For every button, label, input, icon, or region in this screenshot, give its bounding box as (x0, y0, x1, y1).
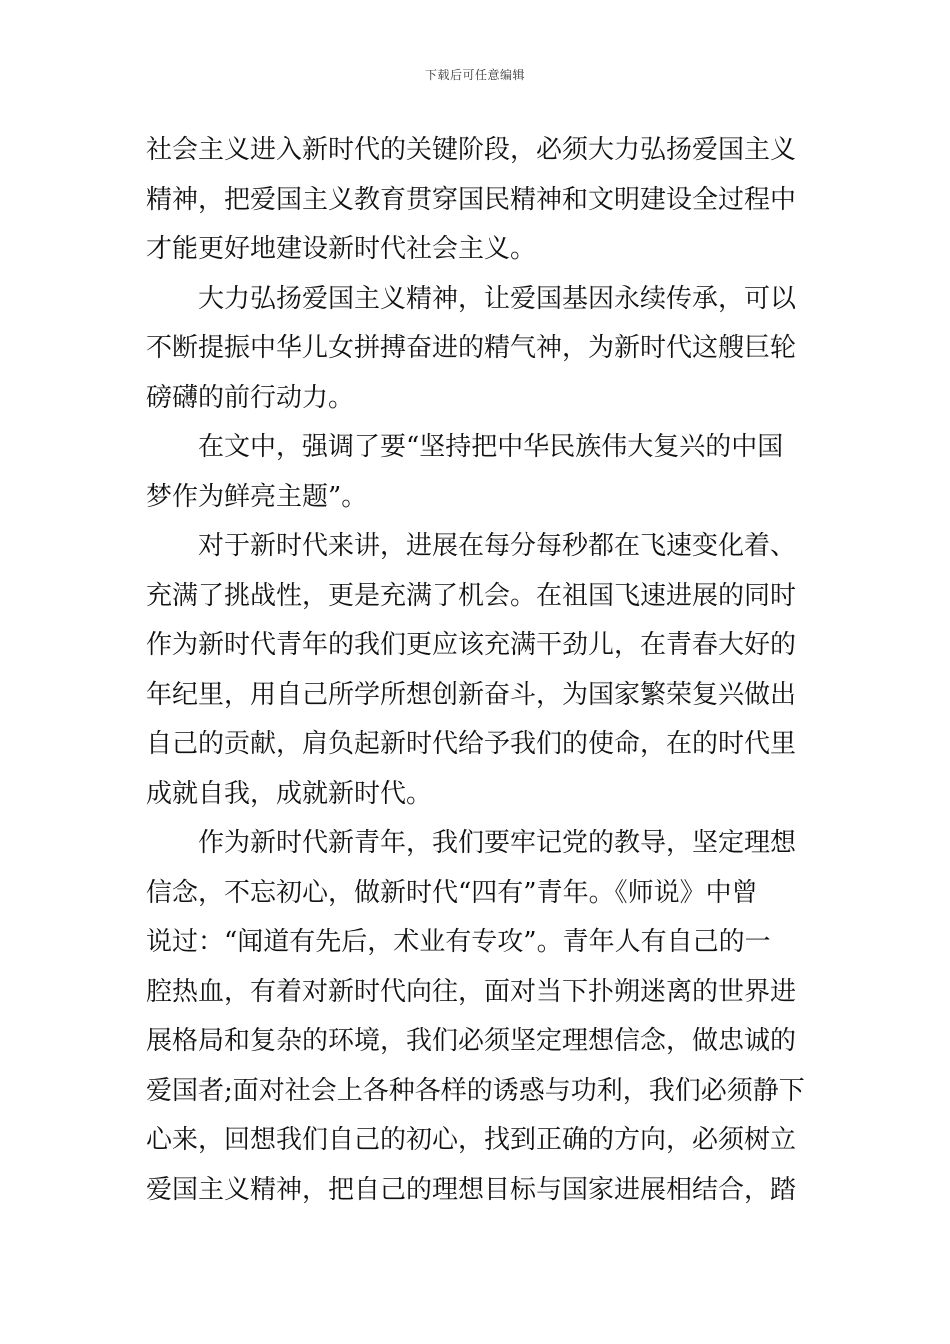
text-line: 充满了挑战性，更是充满了机会。在祖国飞速进展的同时 (146, 580, 797, 611)
paragraph-1 (146, 126, 806, 275)
paragraph-4 (146, 522, 806, 819)
text-line: 说过：“闻道有先后，术业有专攻”。青年人有自己的一 (146, 927, 771, 957)
text-line: 爱国者;面对社会上各种各样的诱惑与功利，我们必须静下 (146, 1075, 805, 1106)
text-line: 腔热血，有着对新时代向往，面对当下扑朔迷离的世界进 (146, 976, 797, 1007)
text-line: 自己的贡献，肩负起新时代给予我们的使命，在的时代里 (146, 729, 797, 759)
text-line: 磅礴的前行动力。 (146, 382, 355, 413)
text-line: 作为新时代新青年，我们要牢记党的教导，坚定理想 (198, 828, 797, 858)
text-line: 爱国主义精神，把自己的理想目标与国家进展相结合，踏 (146, 1174, 797, 1205)
paragraph-3 (146, 423, 806, 522)
text-line: 展格局和复杂的环境，我们必须坚定理想信念，做忠诚的 (146, 1026, 797, 1056)
text-line: 成就自我，成就新时代。 (146, 778, 433, 809)
text-line: 社会主义进入新时代的关键阶段，必须大力弘扬爱国主义 (146, 135, 797, 165)
text-line: 精神，把爱国主义教育贯穿国民精神和文明建设全过程中 (146, 184, 797, 215)
text-line: 不断提振中华儿女拼搏奋进的精气神，为新时代这艘巨轮 (146, 333, 797, 363)
text-line: 年纪里，用自己所学所想创新奋斗，为国家繁荣复兴做出 (146, 679, 797, 710)
text-line: 才能更好地建设新时代社会主义。 (146, 234, 537, 264)
text-line: 梦作为鲜亮主题”。 (146, 481, 368, 512)
text-line: 对于新时代来讲，进展在每分每秒都在飞速变化着、 (198, 531, 797, 561)
text-line: 在文中，强调了要“坚持把中华民族伟大复兴的中国 (198, 432, 784, 462)
text-line: 信念，不忘初心，做新时代“四有”青年。《师说》中曾 (146, 877, 758, 908)
text-line: 心来，回想我们自己的初心，找到正确的方向，必须树立 (146, 1125, 797, 1155)
paragraph-5 (146, 819, 806, 1215)
header-note: 下载后可任意编辑 (424, 68, 525, 82)
text-line: 大力弘扬爱国主义精神，让爱国基因永续传承，可以 (198, 283, 797, 314)
document-body (146, 126, 806, 1215)
text-line: 作为新时代青年的我们更应该充满干劲儿，在青春大好的 (146, 630, 797, 660)
paragraph-2 (146, 275, 806, 424)
